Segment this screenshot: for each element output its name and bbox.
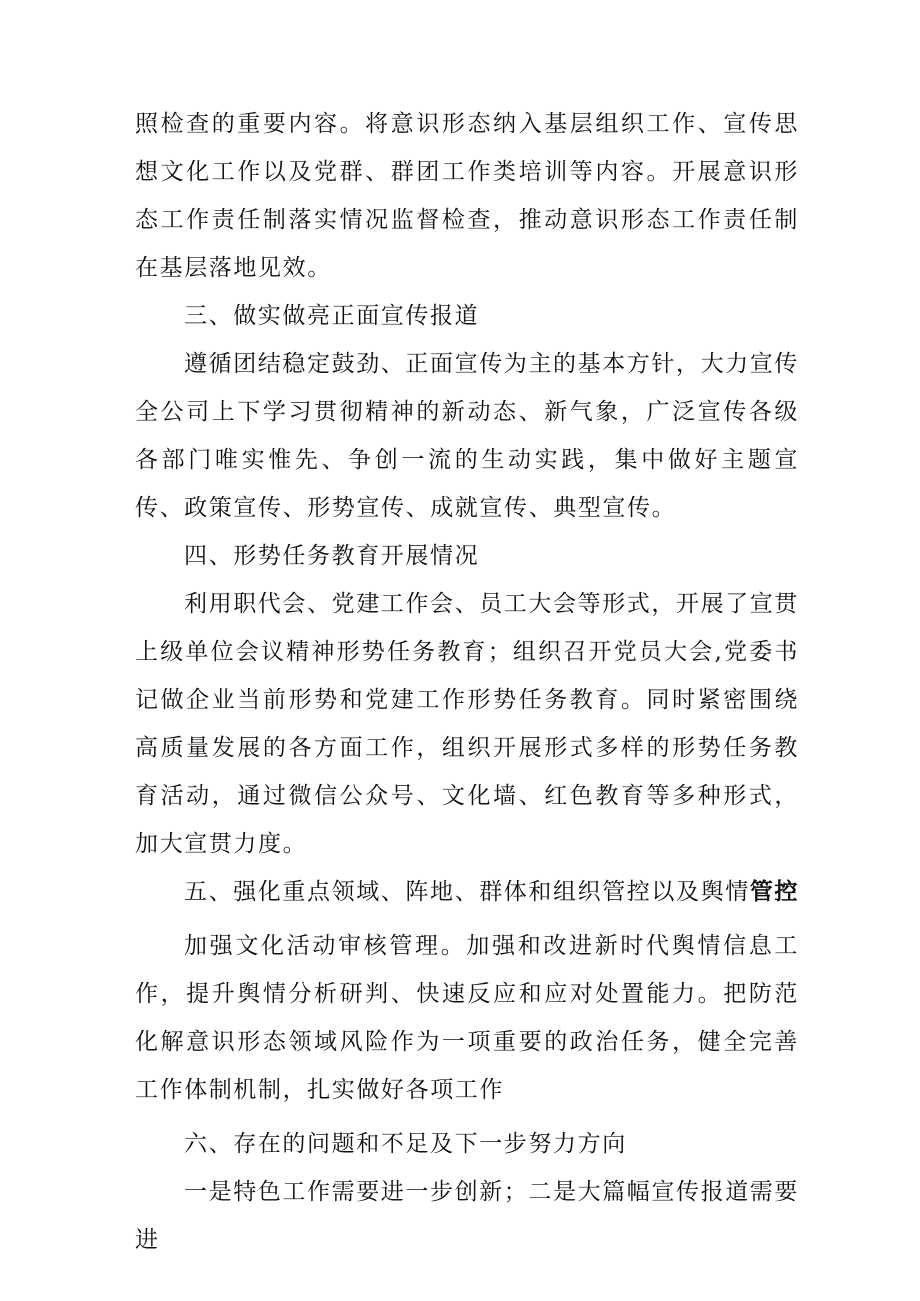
section-heading-5-bold-text: 管控: [749, 878, 800, 905]
section-heading-4: 四、形势任务教育开展情况: [184, 543, 480, 569]
paragraph-section-3: 遵循团结稳定鼓劲、正面宣传为主的基本方针，大力宣传全公司上下学习贯彻精神的新动态、新气象，广泛宣传各级各部门唯实惟先、争创一流的生动实践，集中做好主题宣传、政策宣传、形势宣传、成就宣传、典型宣传。: [135, 351, 799, 521]
document-page: [135, 100, 799, 1264]
paragraph-section-4: 利用职代会、党建工作会、员工大会等形式，开展了宣贯上级单位会议精神形势任务教育；组织召开党员大会,党委书记做企业当前形势和党建工作形势任务教育。同时紧密围绕高质量发展的各方面工作，组织开展形式多样的形势任务教育活动，通过微信公众号、文化墙、红色教育等多种形式，加大宣贯力度。: [135, 591, 799, 857]
paragraph-section-5: 加强文化活动审核管理。加强和改进新时代舆情信息工作，提升舆情分析研判、快速反应和应对处置能力。把防范化解意识形态领域风险作为一项重要的政治任务，健全完善工作体制机制，扎实做好各项工作: [135, 933, 799, 1103]
section-heading-5: [135, 868, 799, 916]
section-heading-6: 六、存在的问题和不足及下一步努力方向: [184, 1131, 627, 1157]
paragraph-section-6: 一是特色工作需要进一步创新；二是大篇幅宣传报道需要进: [135, 1179, 799, 1253]
section-heading-3: 三、做实做亮正面宣传报道: [184, 303, 480, 329]
section-heading-5-text: 五、强化重点领域、阵地、群体和组织管控以及舆情: [184, 879, 750, 905]
paragraph-intro: 照检查的重要内容。将意识形态纳入基层组织工作、宣传思想文化工作以及党群、群团工作类培训等内容。开展意识形态工作责任制落实情况监督检查，推动意识形态工作责任制在基层落地见效。: [135, 111, 799, 281]
